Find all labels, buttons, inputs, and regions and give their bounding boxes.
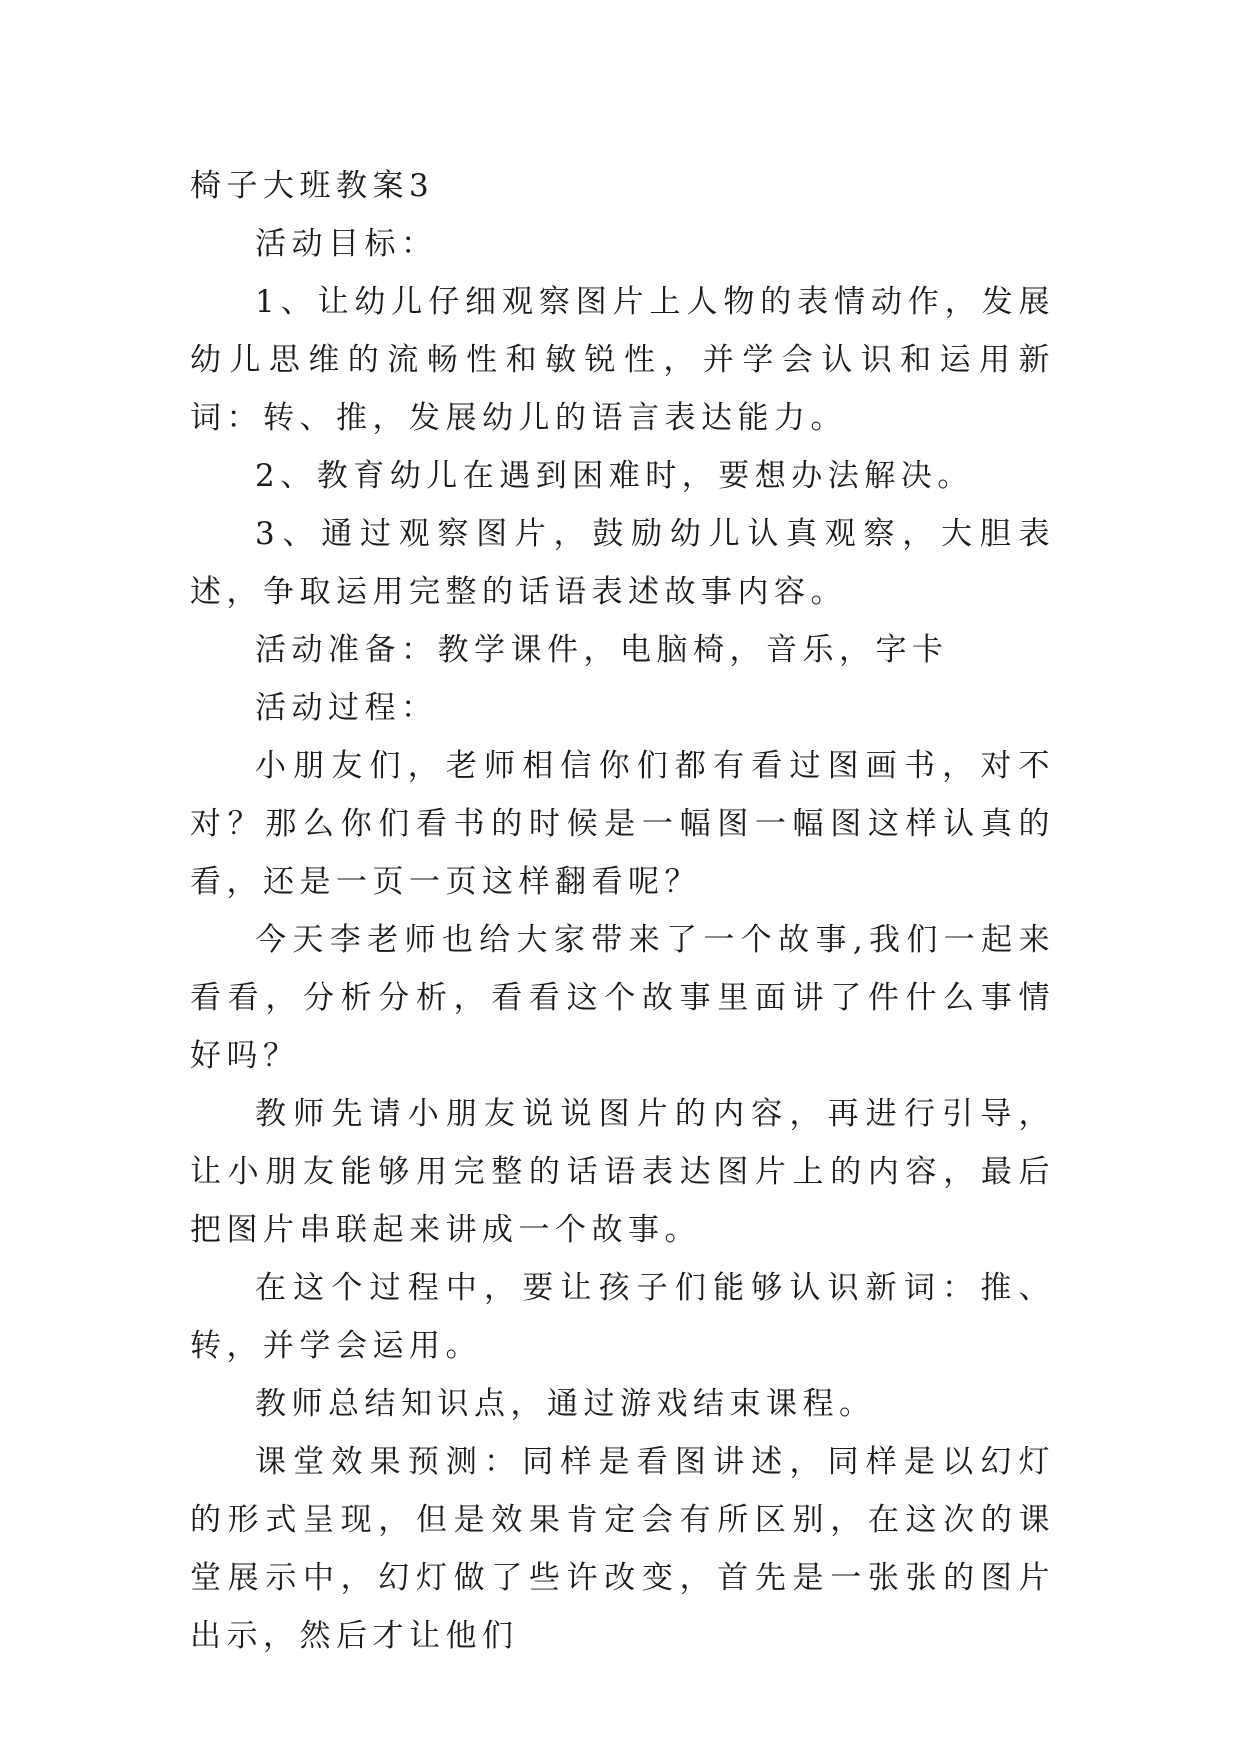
paragraph-objectives-heading: 活动目标： [255,226,438,262]
document-title: 椅子大班教案3 [190,168,435,204]
paragraph-summary: 教师总结知识点，通过游戏结束课程。 [255,1386,876,1422]
paragraph-objective-1: 1、让幼儿仔细观察图片上人物的表情动作，发展幼儿思维的流畅性和敏锐性，并学会认识和运用新词：转、推，发展幼儿的语言表达能力。 [190,284,1055,436]
paragraph-objective-3: 3、通过观察图片，鼓励幼儿认真观察，大胆表述，争取运用完整的话语表述故事内容。 [190,516,1055,610]
paragraph-process-heading: 活动过程： [255,690,438,726]
paragraph-objective-2: 2、教育幼儿在遇到困难时，要想办法解决。 [255,458,974,494]
paragraph-preparation: 活动准备：教学课件，电脑椅，音乐，字卡 [255,632,949,668]
paragraph-effect-prediction: 课堂效果预测：同样是看图讲述，同样是以幻灯的形式呈现，但是效果肯定会有所区别，在这次的课堂展示中，幻灯做了些许改变，首先是一张张的图片出示，然后才让他们 [190,1444,1055,1654]
paragraph-new-words: 在这个过程中，要让孩子们能够认识新词：推、转，并学会运用。 [190,1270,1055,1364]
paragraph-story-intro: 今天李老师也给大家带来了一个故事,我们一起来看看，分析分析，看看这个故事里面讲了件什么事情好吗？ [190,922,1055,1074]
paragraph-teacher-guidance: 教师先请小朋友说说图片的内容，再进行引导，让小朋友能够用完整的话语表达图片上的内容，最后把图片串联起来讲成一个故事。 [190,1096,1055,1248]
document-body [190,157,1055,1665]
paragraph-process-intro: 小朋友们，老师相信你们都有看过图画书，对不对？那么你们看书的时候是一幅图一幅图这样认真的看，还是一页一页这样翻看呢？ [190,748,1055,900]
